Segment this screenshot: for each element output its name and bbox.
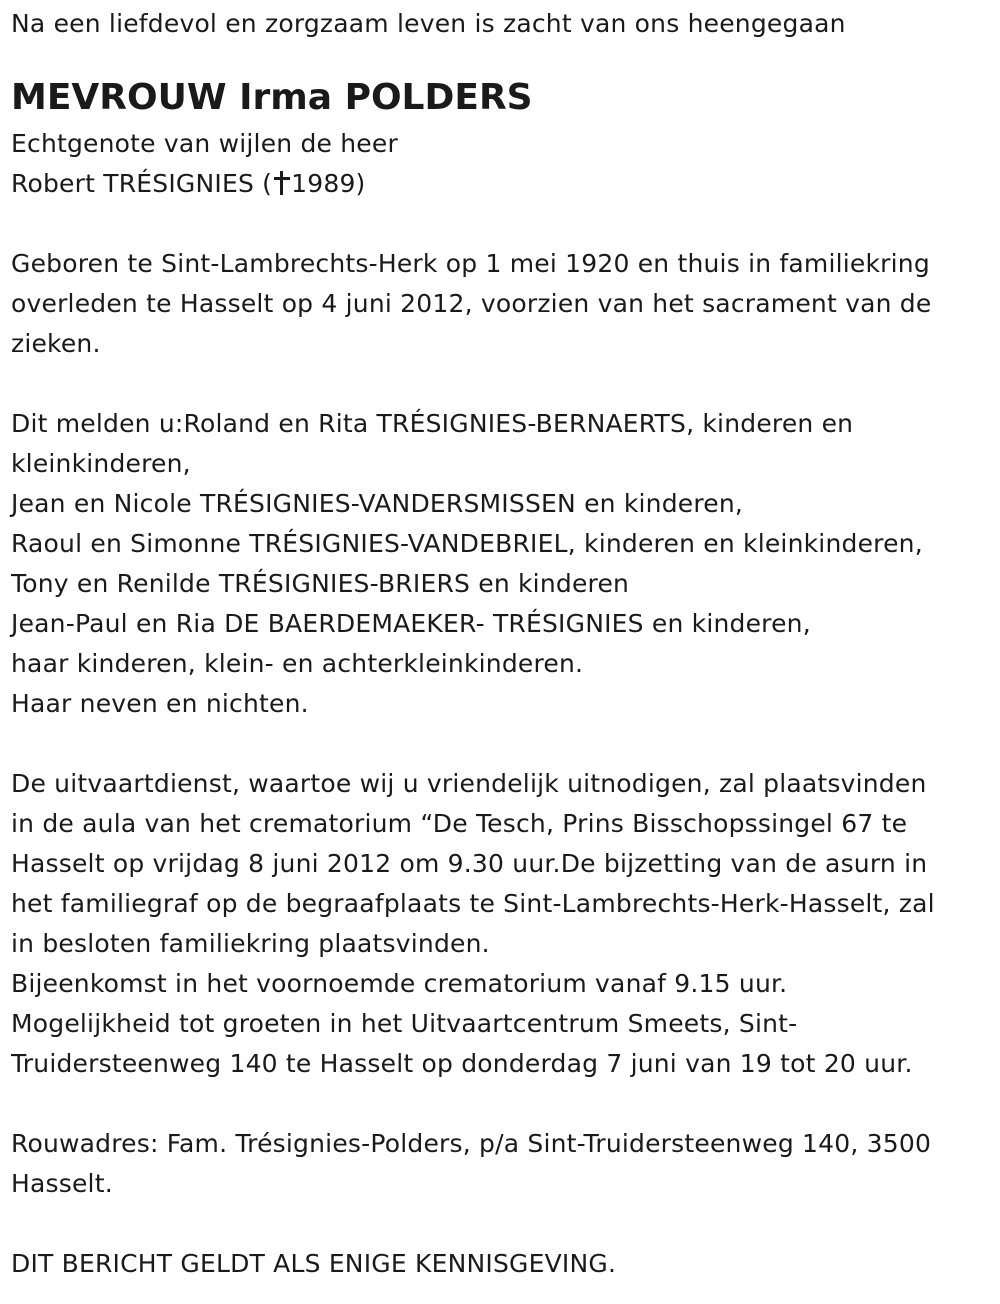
paragraph-line: Haar neven en nichten. bbox=[11, 689, 309, 718]
paragraph-line: Tony en Renilde TRÉSIGNIES-BRIERS en kinderen bbox=[11, 569, 630, 598]
paragraph-line: Truidersteenweg 140 te Hasselt op donderdag 7 juni van 19 tot 20 uur. bbox=[11, 1049, 913, 1078]
paragraph-line: kleinkinderen, bbox=[11, 449, 191, 478]
family-paragraph bbox=[11, 404, 991, 724]
service-paragraph bbox=[11, 764, 991, 1084]
paragraph-line: zieken. bbox=[11, 329, 101, 358]
paragraph-line: het familiegraf op de begraafplaats te Sint-Lambrechts-Herk-Hasselt, zal bbox=[11, 889, 935, 918]
spouse-name: Robert TRÉSIGNIES ( bbox=[11, 169, 273, 198]
spacer bbox=[11, 204, 991, 244]
birth-death-paragraph bbox=[11, 244, 991, 364]
address-paragraph bbox=[11, 1124, 991, 1204]
paragraph-line: haar kinderen, klein- en achterkleinkinderen. bbox=[11, 649, 584, 678]
spacer bbox=[11, 724, 991, 764]
obituary-notice bbox=[11, 4, 991, 1284]
spacer bbox=[11, 1204, 991, 1244]
paragraph-line: De uitvaartdienst, waartoe wij u vriendelijk uitnodigen, zal plaatsvinden bbox=[11, 769, 927, 798]
paragraph-line: Mogelijkheid tot groeten in het Uitvaartcentrum Smeets, Sint- bbox=[11, 1009, 798, 1038]
paragraph-line: in besloten familiekring plaatsvinden. bbox=[11, 929, 490, 958]
paragraph-line: Bijeenkomst in het voornoemde crematorium vanaf 9.15 uur. bbox=[11, 969, 788, 998]
closing-notice: DIT BERICHT GELDT ALS ENIGE KENNISGEVING. bbox=[11, 1249, 617, 1278]
paragraph-line: Dit melden u:Roland en Rita TRÉSIGNIES-BERNAERTS, kinderen en bbox=[11, 409, 854, 438]
paragraph-line: Raoul en Simonne TRÉSIGNIES-VANDEBRIEL, kinderen en kleinkinderen, bbox=[11, 529, 923, 558]
deceased-name: MEVROUW Irma POLDERS bbox=[11, 77, 533, 118]
spouse-death-year: 1989) bbox=[291, 169, 366, 198]
spouse-line-1: Echtgenote van wijlen de heer bbox=[11, 129, 398, 158]
paragraph-line: Jean en Nicole TRÉSIGNIES-VANDERSMISSEN en kinderen, bbox=[11, 489, 744, 518]
paragraph-line: in de aula van het crematorium “De Tesch, Prins Bisschopssingel 67 te bbox=[11, 809, 908, 838]
paragraph-line: Hasselt. bbox=[11, 1169, 113, 1198]
paragraph-line: overleden te Hasselt op 4 juni 2012, voorzien van het sacrament van de bbox=[11, 289, 932, 318]
paragraph-line: Geboren te Sint-Lambrechts-Herk op 1 mei 1920 en thuis in familiekring bbox=[11, 249, 930, 278]
spacer bbox=[11, 1084, 991, 1124]
paragraph-line: Jean-Paul en Ria DE BAERDEMAEKER- TRÉSIGNIES en kinderen, bbox=[11, 609, 811, 638]
spouse-line-2 bbox=[11, 164, 991, 204]
intro-line: Na een liefdevol en zorgzaam leven is zacht van ons heengegaan bbox=[11, 9, 846, 38]
spacer bbox=[11, 364, 991, 404]
paragraph-line: Rouwadres: Fam. Trésignies-Polders, p/a Sint-Truidersteenweg 140, 3500 bbox=[11, 1129, 932, 1158]
latin-cross-icon bbox=[274, 171, 290, 195]
paragraph-line: Hasselt op vrijdag 8 juni 2012 om 9.30 uur.De bijzetting van de asurn in bbox=[11, 849, 928, 878]
